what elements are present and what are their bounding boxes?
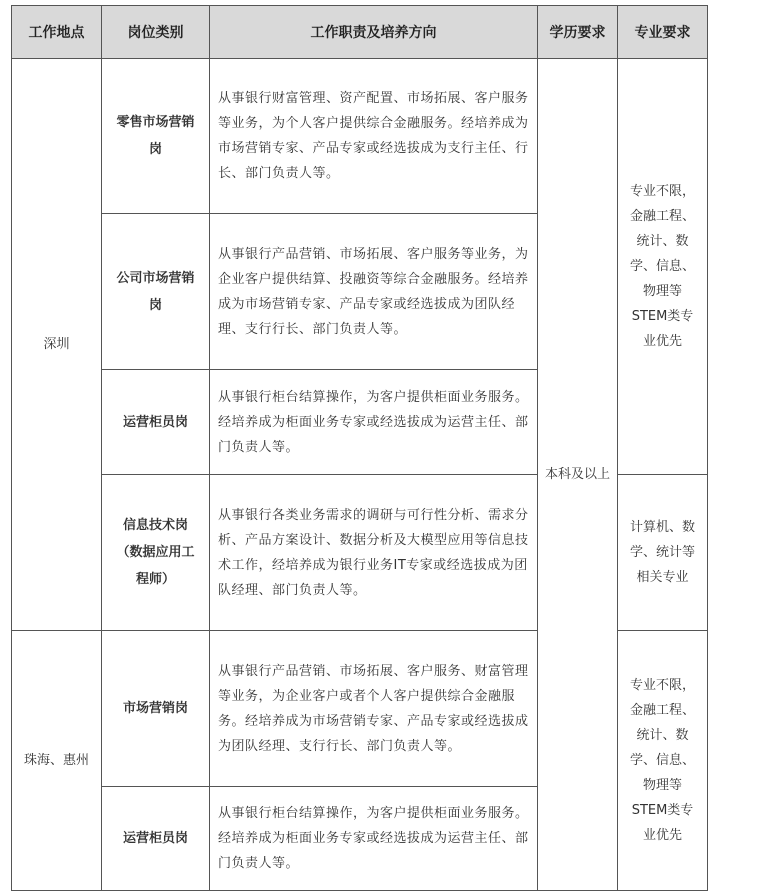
category-cell: 零售市场营销岗 bbox=[102, 59, 210, 214]
header-location: 工作地点 bbox=[12, 6, 102, 59]
duties-cell: 从事银行产品营销、市场拓展、客户服务等业务，为企业客户提供结算、投融资等综合金融服务。经培养成为市场营销专家、产品专家或经选拔成为团队经理、支行行长、部门负责人等。 bbox=[210, 214, 538, 370]
major-cell-it: 计算机、数学、统计等相关专业 bbox=[618, 475, 708, 631]
duties-cell: 从事银行各类业务需求的调研与可行性分析、需求分析、产品方案设计、数据分析及大模型应用等信息技术工作，经培养成为银行业务IT专家或经选拔成为团队经理、部门负责人等。 bbox=[210, 475, 538, 631]
education-cell: 本科及以上 bbox=[538, 59, 618, 891]
header-education: 学历要求 bbox=[538, 6, 618, 59]
category-cell: 运营柜员岗 bbox=[102, 787, 210, 891]
category-cell: 公司市场营销岗 bbox=[102, 214, 210, 370]
duties-cell: 从事银行财富管理、资产配置、市场拓展、客户服务等业务，为个人客户提供综合金融服务。经培养成为市场营销专家、产品专家或经选拔成为支行主任、行长、部门负责人等。 bbox=[210, 59, 538, 214]
header-duties: 工作职责及培养方向 bbox=[210, 6, 538, 59]
category-cell: 信息技术岗（数据应用工程师） bbox=[102, 475, 210, 631]
recruitment-table bbox=[11, 5, 708, 891]
header-row bbox=[12, 6, 708, 59]
header-major: 专业要求 bbox=[618, 6, 708, 59]
location-zhuhai: 珠海、惠州 bbox=[12, 631, 102, 891]
category-cell: 运营柜员岗 bbox=[102, 370, 210, 475]
major-cell-stem: 专业不限，金融工程、统计、数学、信息、物理等STEM类专业优先 bbox=[618, 59, 708, 475]
table-row bbox=[12, 59, 708, 214]
major-cell-stem-2: 专业不限，金融工程、统计、数学、信息、物理等STEM类专业优先 bbox=[618, 631, 708, 891]
duties-cell: 从事银行产品营销、市场拓展、客户服务、财富管理等业务，为企业客户或者个人客户提供综合金融服务。经培养成为市场营销专家、产品专家或经选拔成为团队经理、支行行长、部门负责人等。 bbox=[210, 631, 538, 787]
duties-cell: 从事银行柜台结算操作，为客户提供柜面业务服务。经培养成为柜面业务专家或经选拔成为运营主任、部门负责人等。 bbox=[210, 370, 538, 475]
category-cell: 市场营销岗 bbox=[102, 631, 210, 787]
duties-cell: 从事银行柜台结算操作，为客户提供柜面业务服务。经培养成为柜面业务专家或经选拔成为运营主任、部门负责人等。 bbox=[210, 787, 538, 891]
header-category: 岗位类别 bbox=[102, 6, 210, 59]
location-shenzhen: 深圳 bbox=[12, 59, 102, 631]
